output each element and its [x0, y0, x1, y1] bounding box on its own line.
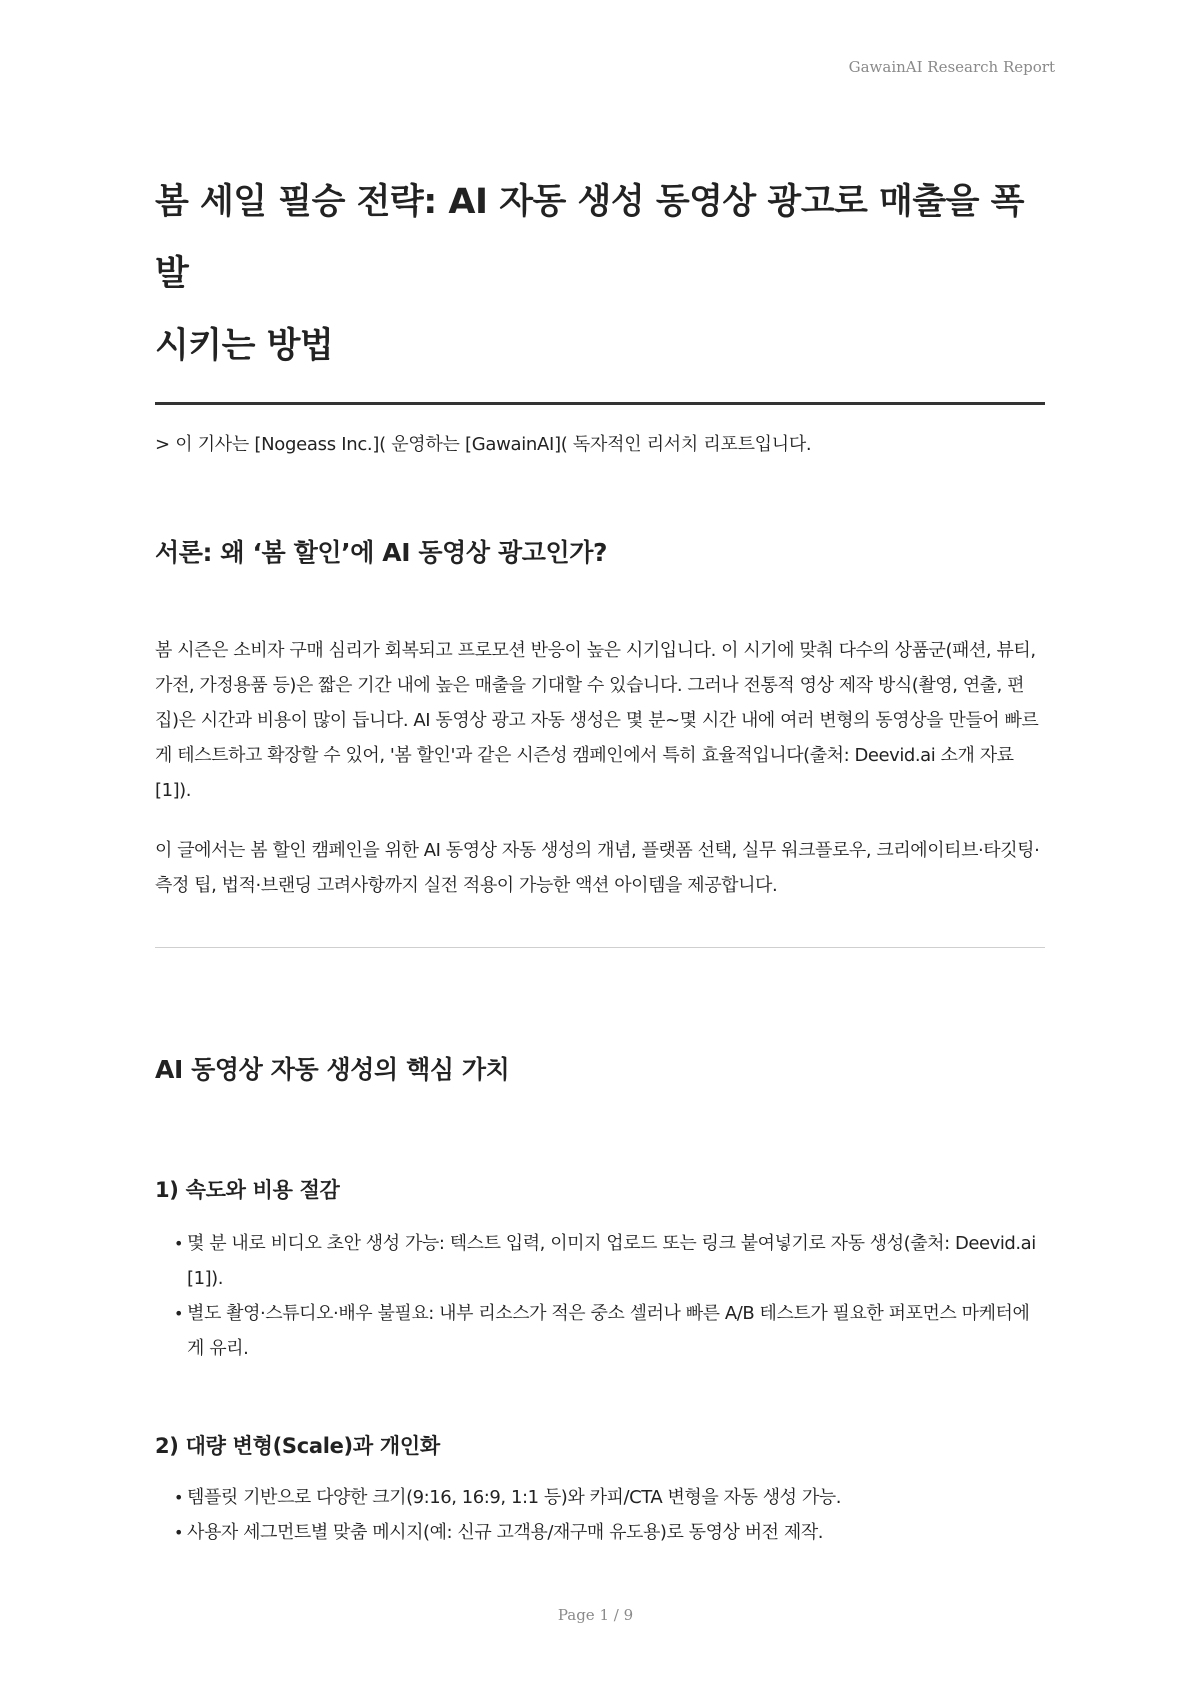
running-header: GawainAI Research Report: [848, 58, 1055, 76]
list-item: [155, 1515, 1045, 1550]
bullet-icon: •: [174, 1234, 183, 1253]
list-item-text: 별도 촬영·스튜디오·배우 불필요: 내부 리소스가 적은 중소 셀러나 빠른 A/B 테스트가 필요한 퍼포먼스 마케터에게 유리.: [187, 1303, 1030, 1359]
list-item: [155, 1296, 1045, 1366]
list-item-text: 템플릿 기반으로 다양한 크기(9:16, 16:9, 1:1 등)와 카피/CTA 변형을 자동 생성 가능.: [187, 1487, 842, 1508]
scale-personalization-heading: 2) 대량 변형(Scale)과 개인화: [155, 1434, 440, 1458]
title-divider: [155, 402, 1045, 405]
article-title-line-1: 봄 세일 필승 전략: AI 자동 생성 동영상 광고로 매출을 폭발: [155, 182, 1024, 294]
list-item-text: 몇 분 내로 비디오 초안 생성 가능: 텍스트 입력, 이미지 업로드 또는 링크 붙여넣기로 자동 생성(출처: Deevid.ai [1]).: [187, 1233, 1036, 1289]
core-value-heading: AI 동영상 자동 생성의 핵심 가치: [155, 1055, 510, 1084]
intro-paragraph-1: 봄 시즌은 소비자 구매 심리가 회복되고 프로모션 반응이 높은 시기입니다. 이 시기에 맞춰 다수의 상품군(패션, 뷰티, 가전, 가정용품 등)은 짧은 기간 내에 높은 매출을 기대할 수 있습니다. 그러나 전통적 영상 제작 방식(촬영, 연출, 편집)은 시간과 비용이 많이 듭니다. AI 동영상 광고 자동 생성은 몇 분~몇 시간 내에 여러 변형의 동영상을 만들어 빠르게 테스트하고 확장할 수 있어, '봄 할인'과 같은 시즌성 캠페인에서 특히 효율적입니다(출처: Deevid.ai 소개 자료 [1]).: [155, 640, 1039, 801]
speed-cost-list: [155, 1226, 1045, 1366]
scale-personalization-list: [155, 1480, 1045, 1550]
list-item: [155, 1480, 1045, 1515]
list-item-text: 사용자 세그먼트별 맞춤 메시지(예: 신규 고객용/재구매 유도용)로 동영상 버전 제작.: [187, 1522, 824, 1543]
page-number: Page 1 / 9: [557, 1606, 634, 1624]
bullet-icon: •: [174, 1304, 183, 1323]
article-body: [155, 166, 1045, 1550]
intro-paragraph-2: 이 글에서는 봄 할인 캠페인을 위한 AI 동영상 자동 생성의 개념, 플랫폼 선택, 실무 워크플로우, 크리에이티브·타깃팅·측정 팁, 법적·브랜딩 고려사항까지 실전 적용이 가능한 액션 아이템을 제공합니다.: [155, 840, 1040, 896]
bullet-icon: •: [174, 1523, 183, 1542]
list-item: [155, 1226, 1045, 1296]
bullet-icon: •: [174, 1488, 183, 1507]
intro-heading: 서론: 왜 ‘봄 할인’에 AI 동영상 광고인가?: [155, 538, 608, 567]
section-divider: [155, 947, 1045, 948]
speed-cost-heading: 1) 속도와 비용 절감: [155, 1178, 340, 1202]
byline-note: > 이 기사는 [Nogeass Inc.]( 운영하는 [GawainAI]( 독자적인 리서치 리포트입니다.: [155, 434, 812, 455]
article-title-line-2: 시키는 방법: [155, 326, 334, 366]
article-title: [155, 166, 1045, 382]
